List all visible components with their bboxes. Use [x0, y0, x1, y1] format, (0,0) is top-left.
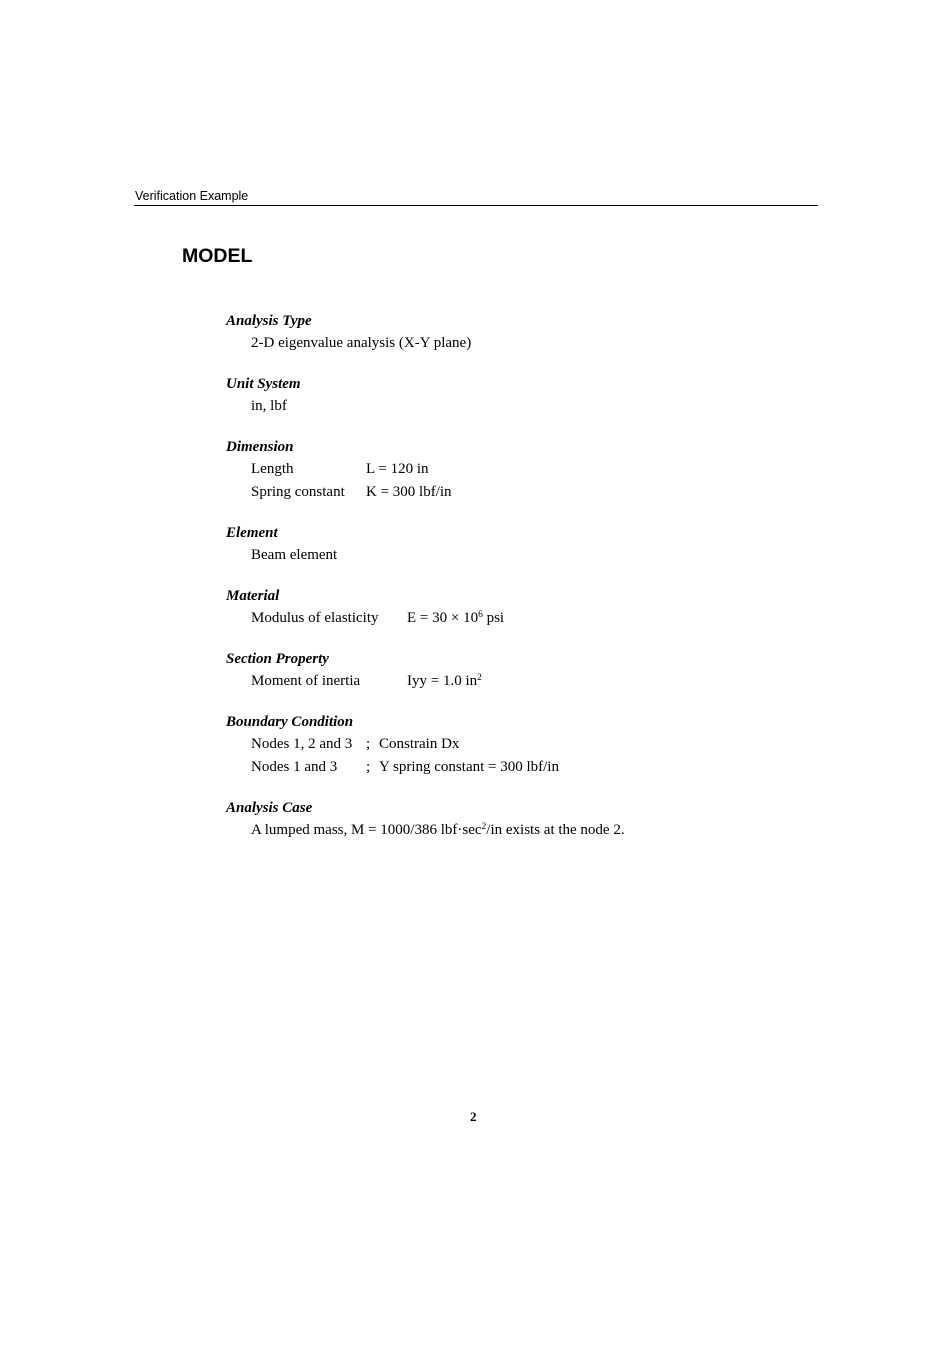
modulus-label: Modulus of elasticity — [251, 610, 379, 626]
inertia-value-base: Iyy = 1.0 in — [407, 673, 478, 689]
inertia-exponent: 2 — [477, 672, 482, 683]
page-number: 2 — [470, 1109, 477, 1124]
analysis-type-title: Analysis Type — [226, 313, 312, 329]
middle-dot: · — [457, 822, 463, 838]
element-title: Element — [226, 525, 278, 541]
modulus-value — [407, 610, 504, 627]
dimension-title: Dimension — [226, 439, 294, 455]
analysis-type-text: 2-D eigenvalue analysis (X-Y plane) — [251, 335, 472, 351]
unit-system-text: in, lbf — [251, 398, 287, 414]
spring-constant-value: K = 300 lbf/in — [366, 484, 452, 500]
boundary-condition-title: Boundary Condition — [226, 714, 354, 730]
modulus-value-base: E = 30 × 10 — [407, 610, 479, 626]
element-text: Beam element — [251, 547, 338, 563]
bc-row1-description: Constrain Dx — [379, 736, 460, 752]
analysis-case-sec: sec — [462, 822, 482, 838]
analysis-case-title: Analysis Case — [226, 800, 313, 816]
length-label: Length — [251, 461, 294, 477]
spring-constant-label: Spring constant — [251, 484, 345, 500]
unit-system-title: Unit System — [226, 376, 301, 392]
bc-row2-description: Y spring constant = 300 lbf/in — [379, 759, 559, 775]
bc-row1-nodes: Nodes 1, 2 and 3 — [251, 736, 353, 752]
section-property-title: Section Property — [226, 651, 329, 667]
length-value: L = 120 in — [366, 461, 429, 477]
running-header: Verification Example — [135, 189, 249, 203]
modulus-exponent: 6 — [478, 609, 483, 620]
material-title: Material — [226, 588, 280, 604]
bc-row2-separator: ; — [366, 759, 371, 775]
bc-row1-separator: ; — [366, 736, 371, 752]
header-rule — [134, 205, 818, 206]
moment-of-inertia-value — [407, 673, 482, 690]
modulus-unit: psi — [482, 610, 505, 626]
section-heading-model: MODEL — [182, 245, 253, 267]
analysis-case-prefix: A lumped mass, M = 1000/386 lbf — [251, 822, 458, 838]
analysis-case-suffix: /in exists at the node 2. — [486, 822, 625, 838]
analysis-case-exponent: 2 — [481, 821, 487, 832]
bc-row2-nodes: Nodes 1 and 3 — [251, 759, 338, 775]
moment-of-inertia-label: Moment of inertia — [251, 673, 361, 689]
analysis-case-text — [251, 822, 625, 839]
